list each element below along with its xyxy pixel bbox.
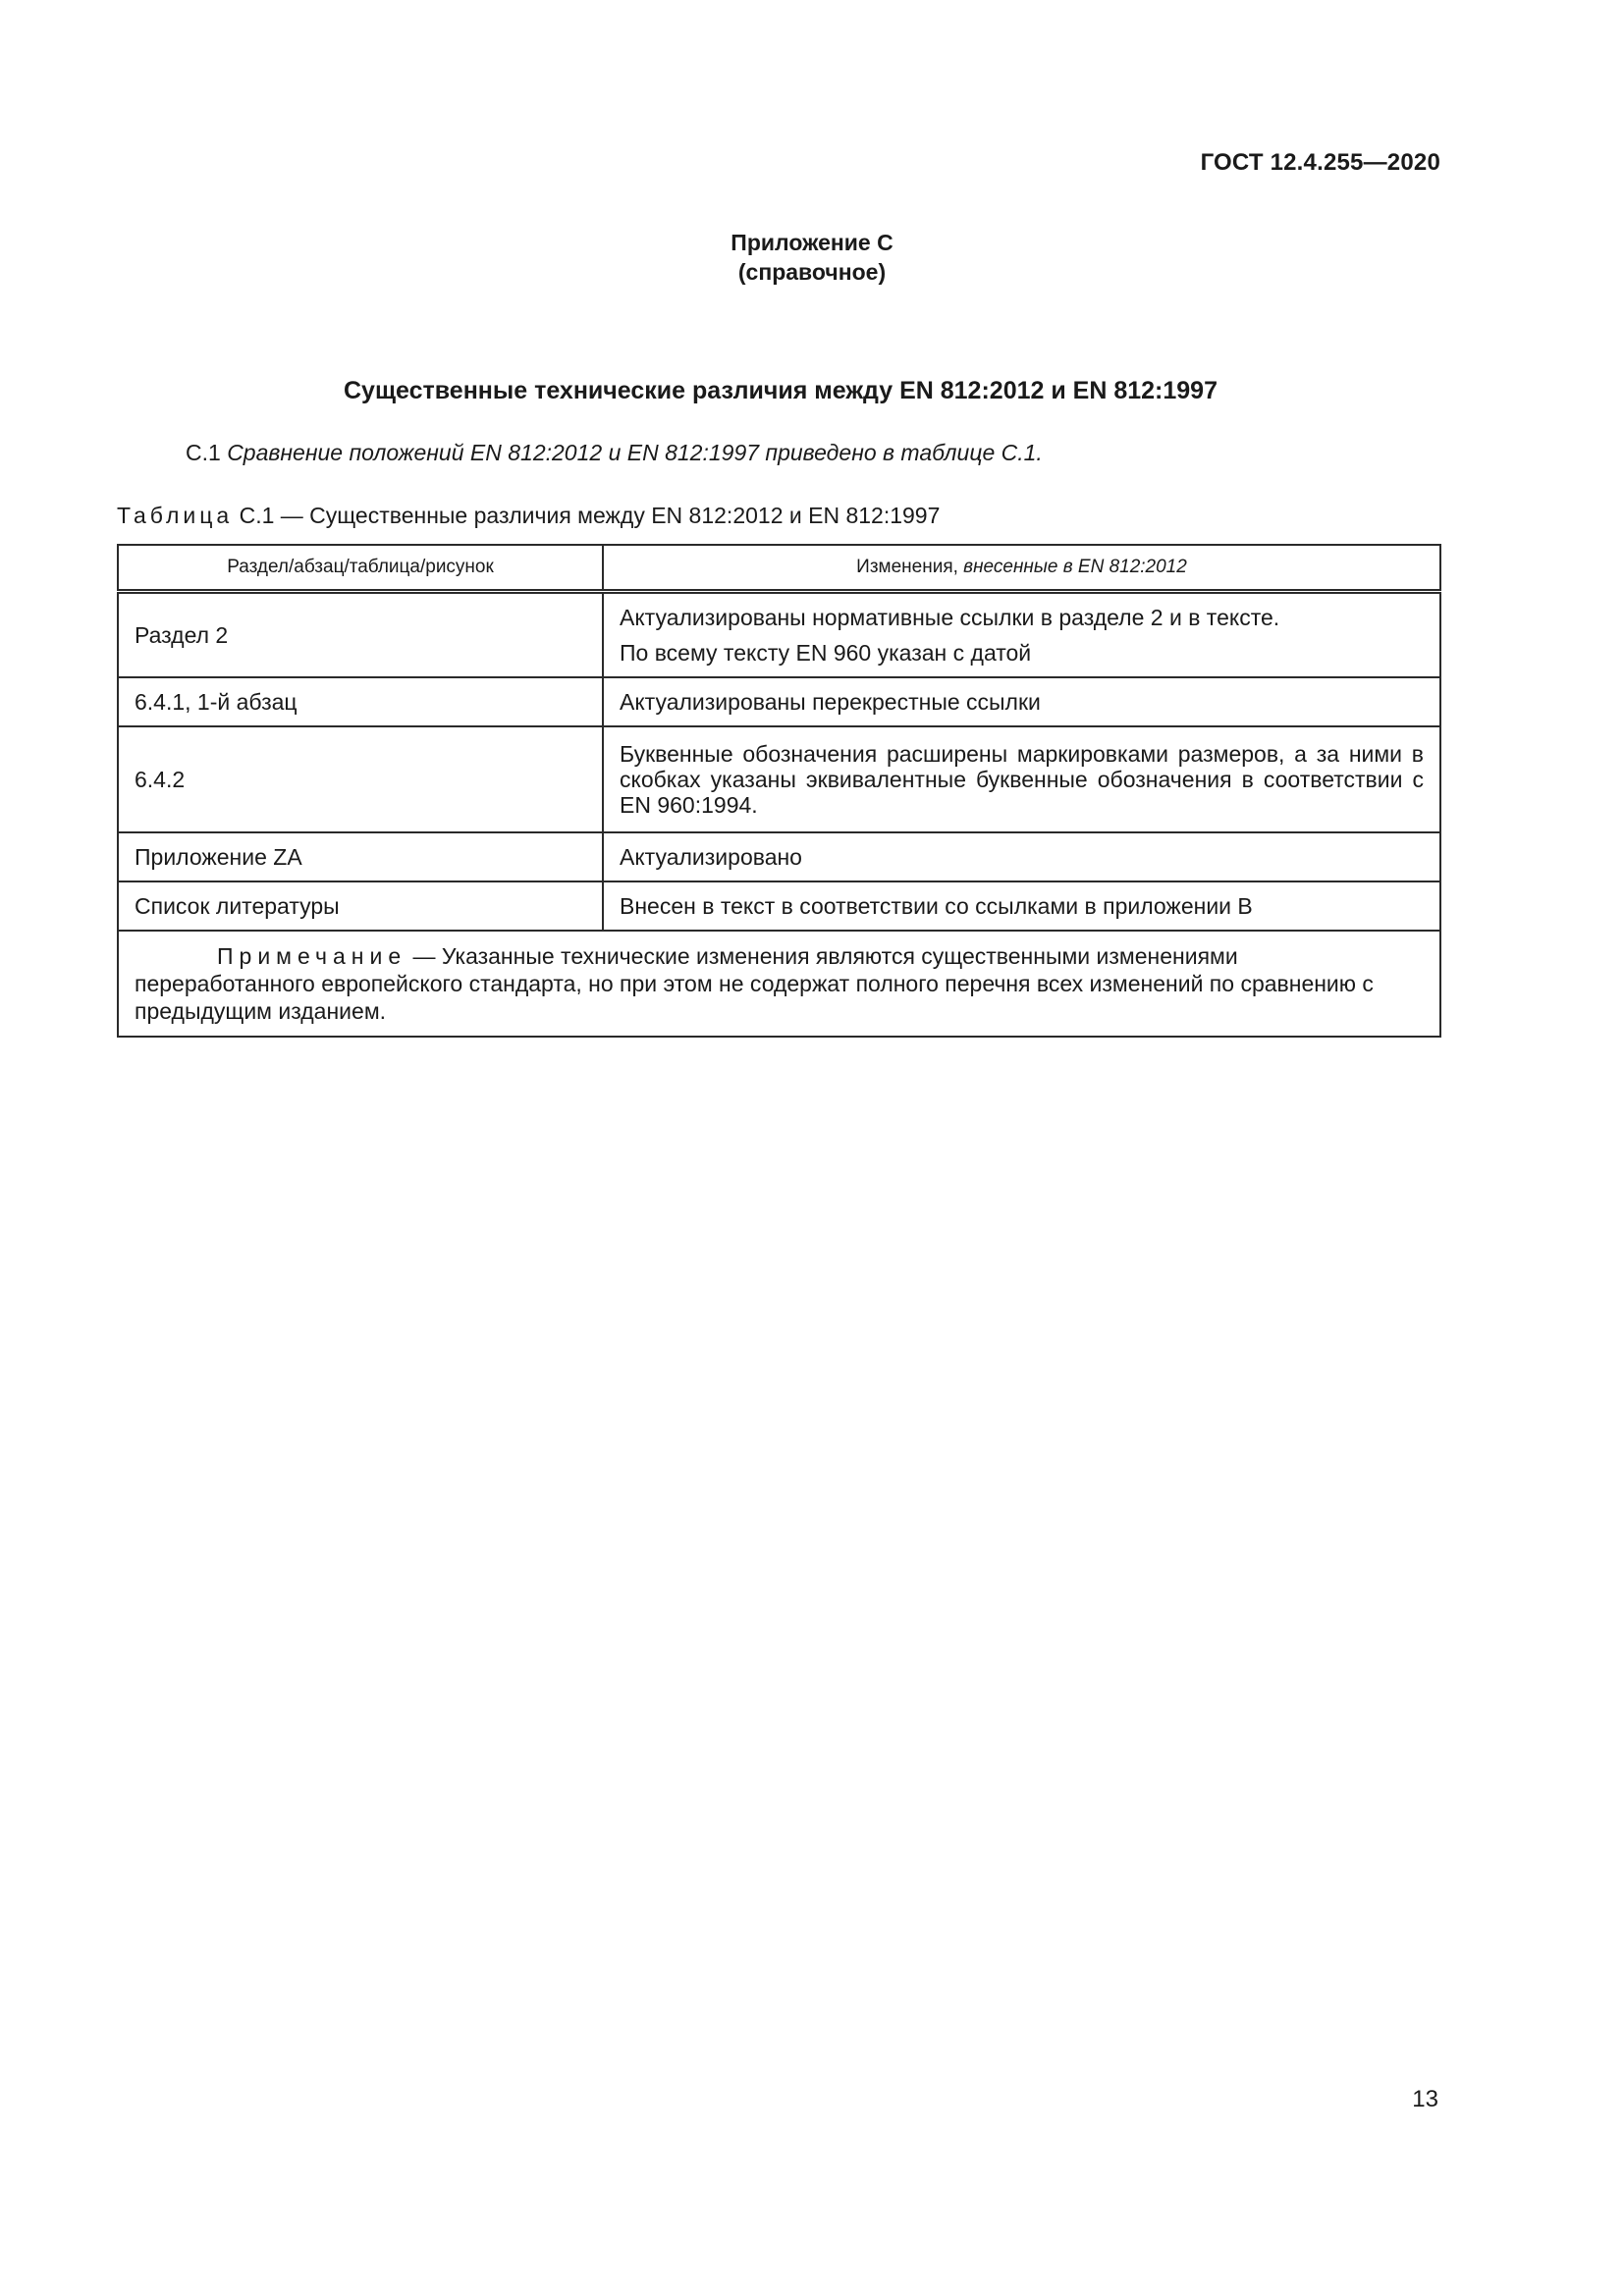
clause-text: Сравнение положений EN 812:2012 и EN 812:1997 приведено в таблице С.1.	[227, 440, 1043, 465]
row-section: Список литературы	[118, 881, 603, 931]
row-change-line: Актуализированы нормативные ссылки в разделе 2 и в тексте.	[620, 605, 1280, 630]
clause-c1	[186, 440, 1043, 466]
differences-table	[117, 544, 1441, 1038]
table-row	[118, 726, 1440, 832]
table-row	[118, 832, 1440, 881]
annex-label: Приложение С	[731, 230, 893, 255]
page-number: 13	[1412, 2086, 1438, 2112]
header-changes-plain: Изменения,	[856, 557, 958, 577]
table-caption-text: С.1 — Существенные различия между EN 812:2012 и EN 812:1997	[239, 503, 941, 528]
note-label: Примечание	[217, 943, 407, 969]
row-change-line: По всему тексту EN 960 указан с датой	[620, 640, 1032, 666]
header-changes-italic: внесенные в EN 812:2012	[963, 557, 1187, 577]
document-code: ГОСТ 12.4.255—2020	[1200, 149, 1440, 176]
table-row	[118, 592, 1440, 678]
table-note-row	[118, 931, 1440, 1037]
row-change: Актуализировано	[603, 832, 1440, 881]
row-section: Раздел 2	[118, 592, 603, 678]
row-change	[603, 592, 1440, 678]
annex-title: Существенные технические различия между EN 812:2012 и EN 812:1997	[343, 377, 1218, 404]
row-change: Актуализированы перекрестные ссылки	[603, 677, 1440, 726]
table-header-row	[118, 545, 1440, 592]
annex-status: (справочное)	[737, 259, 887, 285]
note-text: — Указанные технические изменения являются существенными изменениями переработанного европейского стандарта, но при этом не содержат полного перечня всех изменений по сравнению с предыдущим изданием.	[135, 943, 1374, 1024]
table-caption-label: Таблица	[117, 503, 234, 528]
table-row	[118, 881, 1440, 931]
table-note	[118, 931, 1440, 1037]
row-section: 6.4.1, 1-й абзац	[118, 677, 603, 726]
row-section: 6.4.2	[118, 726, 603, 832]
header-changes	[603, 545, 1440, 592]
table-caption	[117, 503, 940, 529]
annex-heading	[0, 228, 1624, 287]
clause-number: С.1	[186, 440, 221, 465]
row-change: Буквенные обозначения расширены маркировками размеров, а за ними в скобках указаны эквивалентные буквенные обозначения в соответствии с EN 960:1994.	[603, 726, 1440, 832]
table-row	[118, 677, 1440, 726]
header-section: Раздел/абзац/таблица/рисунок	[118, 545, 603, 592]
row-change: Внесен в текст в соответствии со ссылками в приложении В	[603, 881, 1440, 931]
row-section: Приложение ZA	[118, 832, 603, 881]
